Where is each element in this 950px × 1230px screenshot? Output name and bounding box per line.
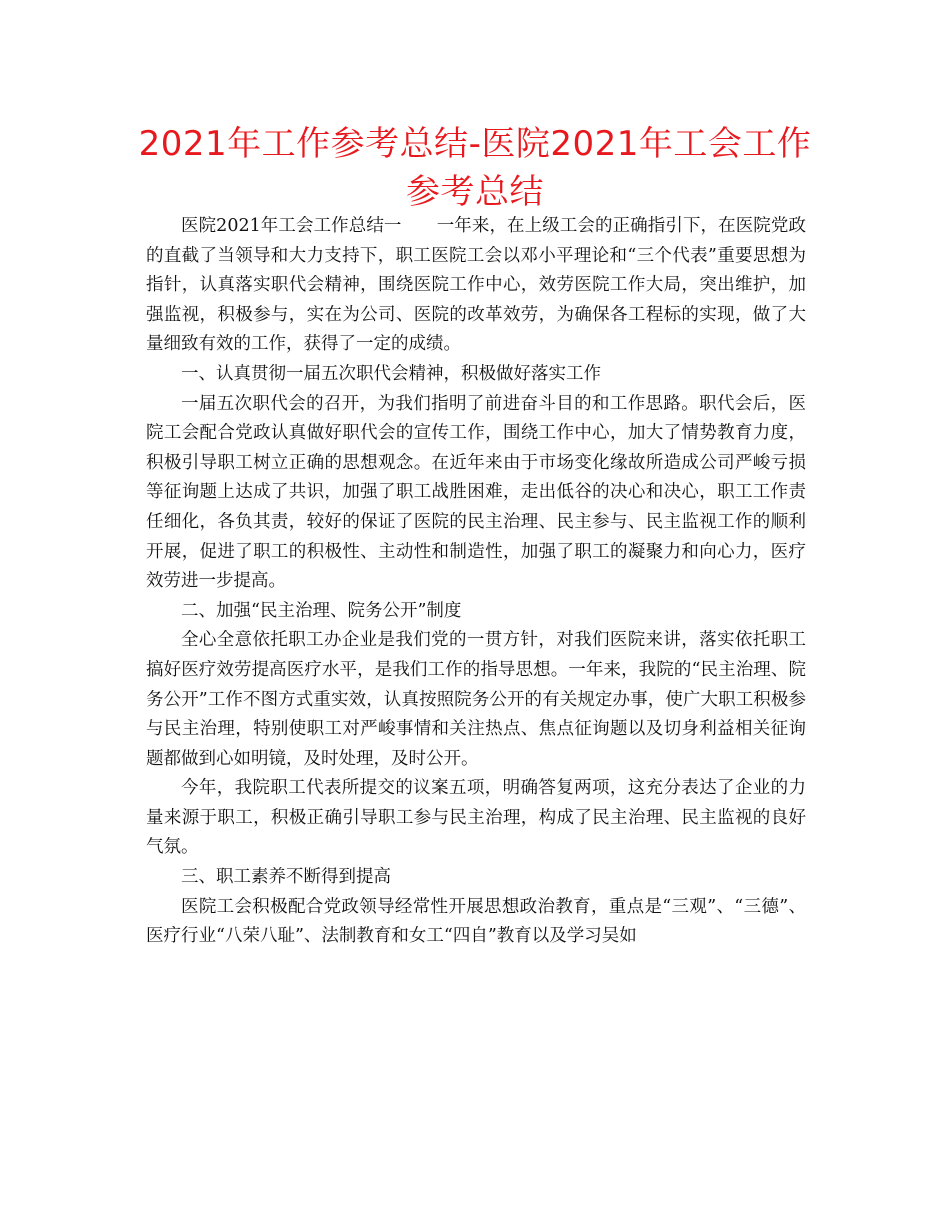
paragraph-section-2-proposals: 今年，我院职工代表所提交的议案五项，明确答复两项，这充分表达了企业的力量来源于职工，积极正确引导职工参与民主治理，构成了民主治理、民主监视的良好气氛。 bbox=[146, 778, 806, 858]
section-heading-2: 二、加强“民主治理、院务公开”制度 bbox=[181, 600, 462, 621]
paragraph-intro: 医院2021年工会工作总结一 一年来，在上级工会的正确指引下，在医院党政的直截了当领导和大力支持下，职工医院工会以邓小平理论和“三个代表”重要思想为指针，认真落实职代会精神，围绕医院工作中心，效劳医院工作大局，突出维护，加强监视，积极参与，实在为公司、医院的改革效劳，为确保各工程标的实现，做了大量细致有效的工作，获得了一定的成绩。 bbox=[146, 216, 806, 355]
section-heading-1: 一、认真贯彻一届五次职代会精神，积极做好落实工作 bbox=[181, 363, 601, 384]
paragraph-section-1: 一届五次职代会的召开，为我们指明了前进奋斗目的和工作思路。职代会后，医院工会配合党政认真做好职代会的宣传工作，围绕工作中心，加大了情势教育力度，积极引导职工树立正确的思想观念。在近年来由于市场变化缘故所造成公司严峻亏损等征询题上达成了共识，加强了职工战胜困难，走出低谷的决心和决心，职工工作责任细化，各负其责，较好的保证了医院的民主治理、民主参与、民主监视工作的顺利开展，促进了职工的积极性、主动性和制造性，加强了职工的凝聚力和向心力，医疗效劳进一步提高。 bbox=[146, 393, 806, 592]
paragraph-section-2: 全心全意依托职工办企业是我们党的一贯方针，对我们医院来讲，落实依托职工搞好医疗效劳提高医疗水平，是我们工作的指导思想。一年来，我院的“民主治理、院务公开”工作不图方式重实效，认真按照院务公开的有关规定办事，使广大职工积极参与民主治理，特别使职工对严峻事情和关注热点、焦点征询题以及切身利益相关征询题都做到心如明镜，及时处理，及时公开。 bbox=[146, 630, 806, 769]
section-heading-3: 三、职工素养不断得到提高 bbox=[181, 867, 391, 888]
document-body bbox=[146, 212, 806, 952]
paragraph-section-3: 医院工会积极配合党政领导经常性开展思想政治教育，重点是“三观”、“三德”、医疗行业“八荣八耻”、法制教育和女工“四自”教育以及学习吴如 bbox=[146, 896, 806, 947]
document-title: 2021年工作参考总结-医院2021年工会工作参考总结 bbox=[138, 124, 812, 212]
